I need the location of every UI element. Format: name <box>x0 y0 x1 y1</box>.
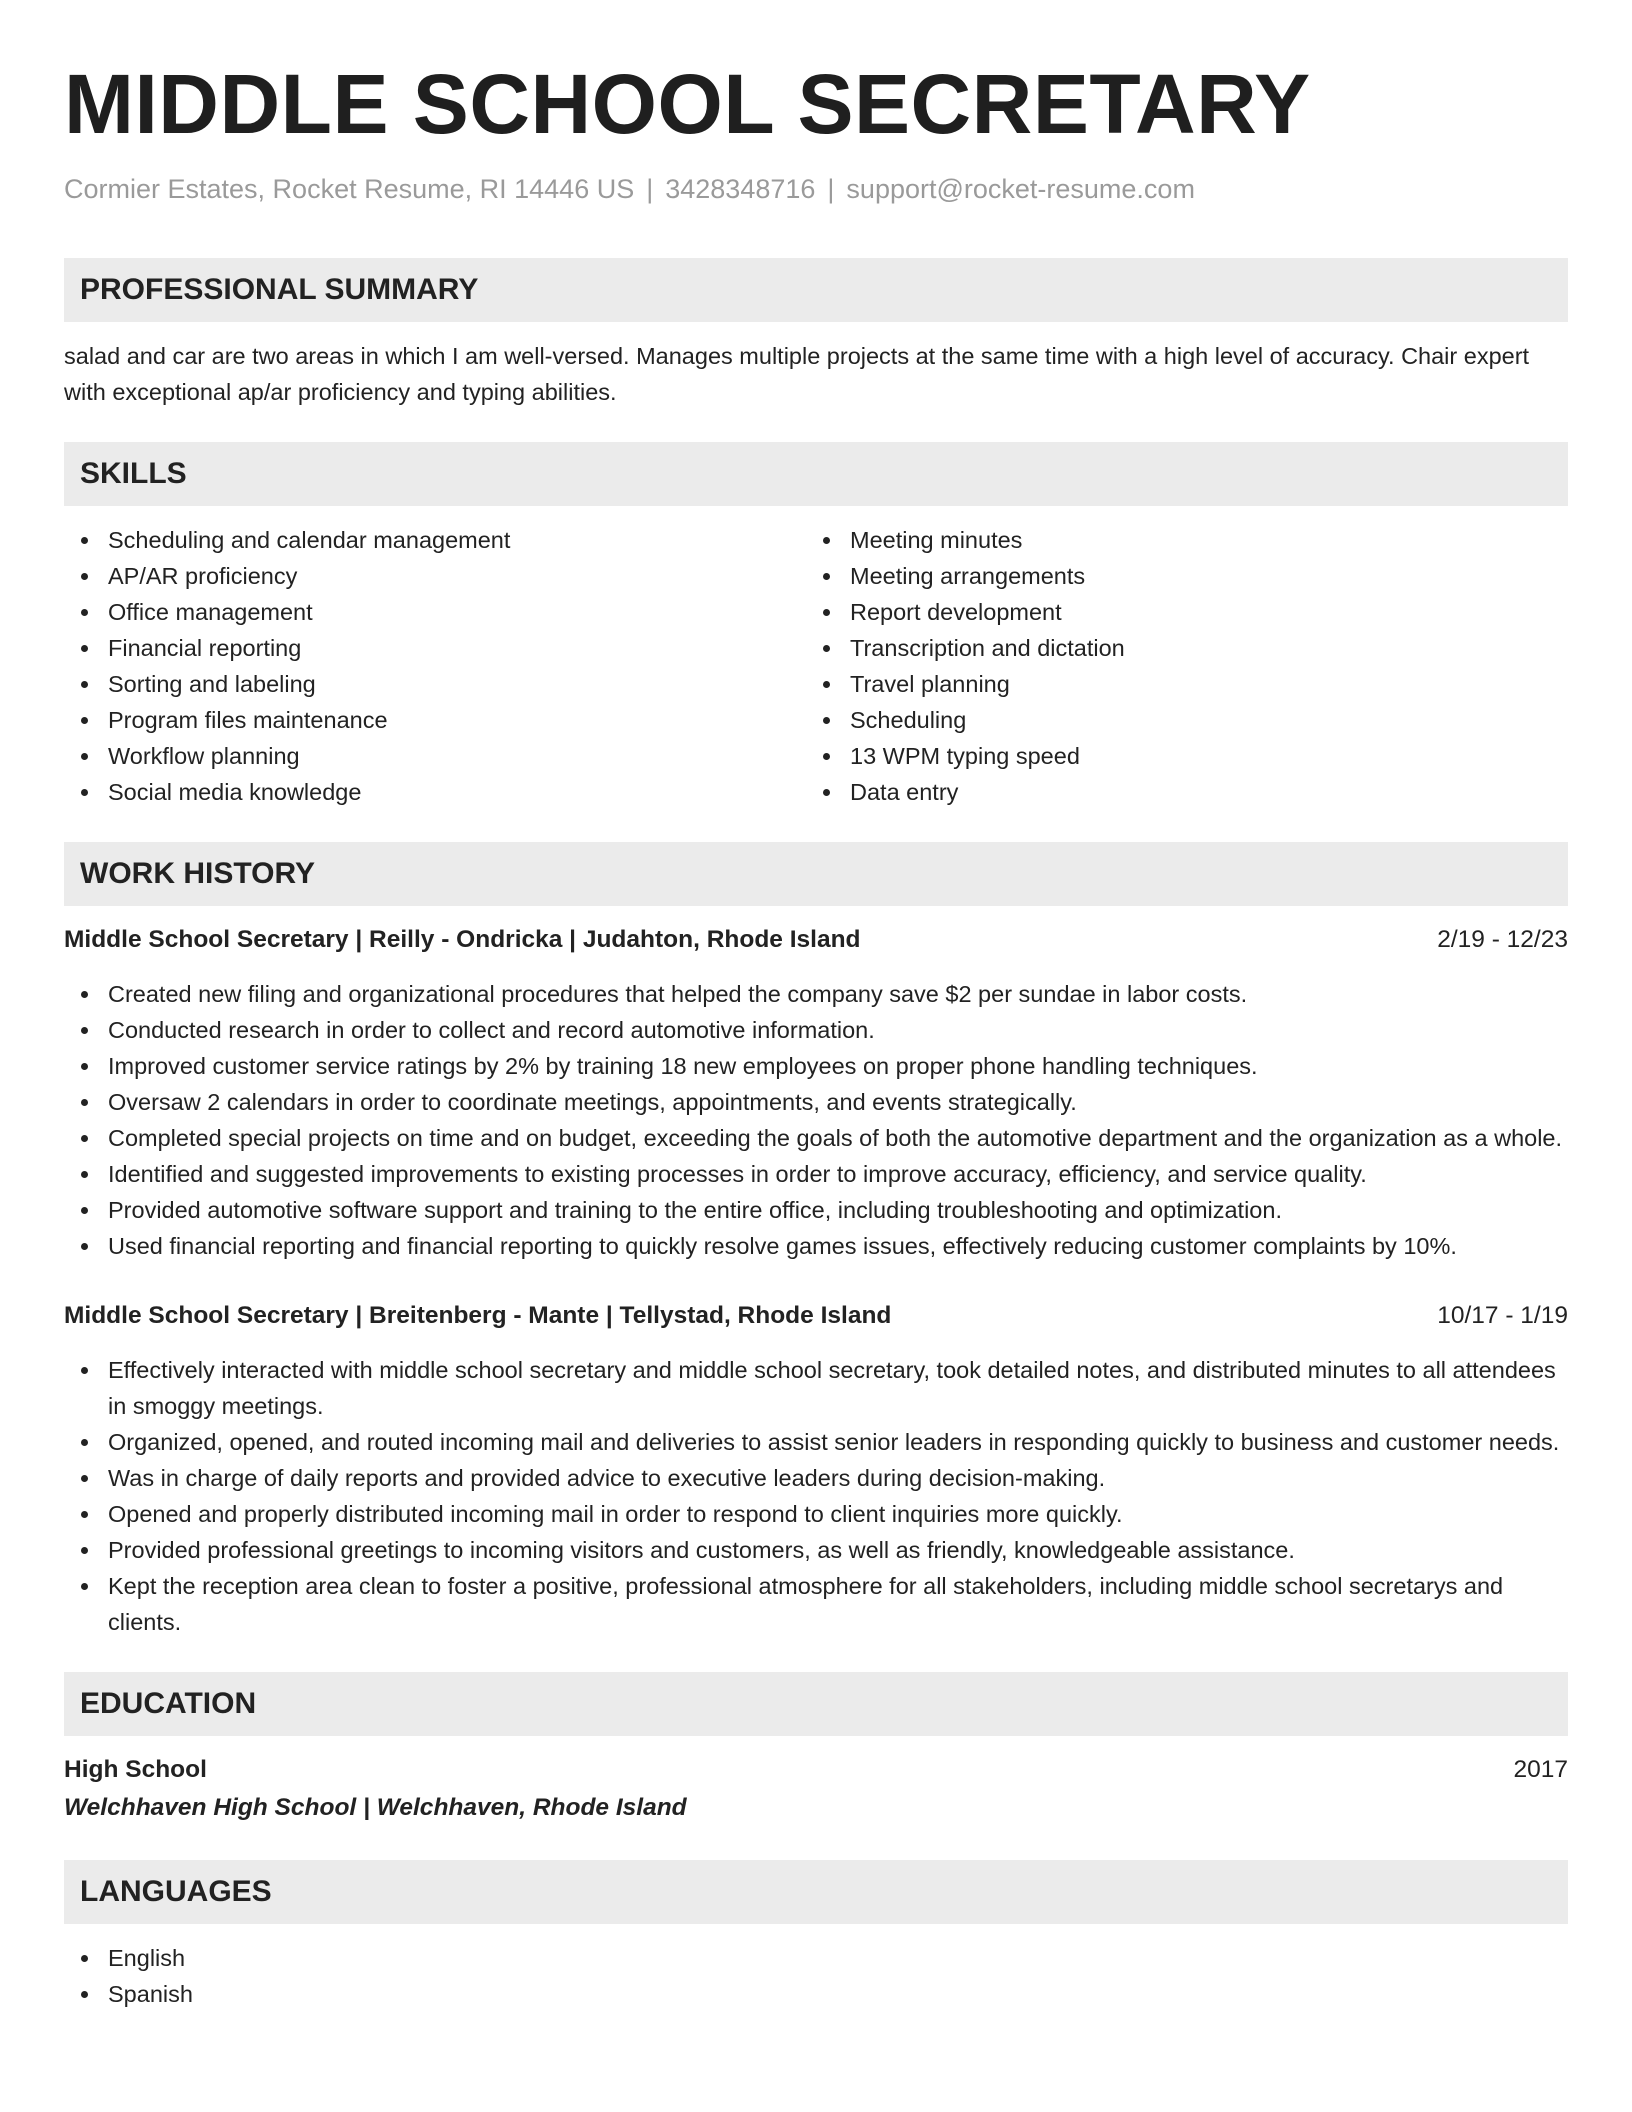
skill-item: Transcription and dictation <box>806 630 1548 666</box>
job-bullet: Conducted research in order to collect and record automotive information. <box>64 1012 1568 1048</box>
contact-line <box>64 172 1568 206</box>
skill-item: Workflow planning <box>64 738 806 774</box>
languages-heading: LANGUAGES <box>64 1860 1568 1924</box>
skills-heading: SKILLS <box>64 442 1568 506</box>
contact-address: Cormier Estates, Rocket Resume, RI 14446 US <box>64 174 635 204</box>
job-dates: 10/17 - 1/19 <box>1437 1302 1568 1329</box>
job-dates: 2/19 - 12/23 <box>1437 926 1568 953</box>
skills-grid <box>64 522 1568 810</box>
education-heading: EDUCATION <box>64 1672 1568 1736</box>
summary-text: salad and car are two areas in which I am well-versed. Manages multiple projects at the same time with a high level of accuracy. Chair expert with exceptional ap/ar proficiency and typing abilities. <box>64 343 1530 405</box>
contact-phone: 3428348716 <box>665 174 816 204</box>
skill-item: Meeting minutes <box>806 522 1548 558</box>
job-header <box>64 1298 1568 1334</box>
language-item: Spanish <box>64 1976 1568 2012</box>
skills-list-right <box>806 522 1548 810</box>
job-bullet: Effectively interacted with middle school secretary and middle school secretary, took detailed notes, and distributed minutes to all attendees in smoggy meetings. <box>64 1352 1568 1424</box>
education-header <box>64 1752 1568 1788</box>
contact-email: support@rocket-resume.com <box>846 174 1195 204</box>
skill-item: Scheduling and calendar management <box>64 522 806 558</box>
contact-separator: | <box>646 174 654 204</box>
job-bullet: Kept the reception area clean to foster a positive, professional atmosphere for all stakeholders, including middle school secretarys and clients. <box>64 1568 1568 1640</box>
skill-item: 13 WPM typing speed <box>806 738 1548 774</box>
skill-item: Meeting arrangements <box>806 558 1548 594</box>
job-title: Middle School Secretary | Breitenberg - Mante | Tellystad, Rhode Island <box>64 1302 892 1329</box>
job-bullet: Identified and suggested improvements to existing processes in order to improve accuracy, efficiency, and service quality. <box>64 1156 1568 1192</box>
skills-list-left <box>64 522 806 810</box>
skill-item: Sorting and labeling <box>64 666 806 702</box>
education-degree: High School <box>64 1756 207 1783</box>
skill-item: Social media knowledge <box>64 774 806 810</box>
skill-item: Data entry <box>806 774 1548 810</box>
skill-item: Program files maintenance <box>64 702 806 738</box>
work-history-heading: WORK HISTORY <box>64 842 1568 906</box>
job-bullet: Provided automotive software support and training to the entire office, including troubleshooting and optimization. <box>64 1192 1568 1228</box>
skill-item: Financial reporting <box>64 630 806 666</box>
job-bullet: Organized, opened, and routed incoming mail and deliveries to assist senior leaders in responding quickly to business and customer needs. <box>64 1424 1568 1460</box>
education-school: Welchhaven High School | Welchhaven, Rhode Island <box>64 1794 687 1821</box>
job-bullets <box>64 1352 1568 1640</box>
job-bullet: Provided professional greetings to incoming visitors and customers, as well as friendly, knowledgeable assistance. <box>64 1532 1568 1568</box>
skill-item: AP/AR proficiency <box>64 558 806 594</box>
job-bullet: Oversaw 2 calendars in order to coordinate meetings, appointments, and events strategically. <box>64 1084 1568 1120</box>
job-bullet: Improved customer service ratings by 2% by training 18 new employees on proper phone handling techniques. <box>64 1048 1568 1084</box>
skill-item: Office management <box>64 594 806 630</box>
skill-item: Travel planning <box>806 666 1548 702</box>
skill-item: Report development <box>806 594 1548 630</box>
job-bullets <box>64 976 1568 1264</box>
summary-heading: PROFESSIONAL SUMMARY <box>64 258 1568 322</box>
contact-separator: | <box>827 174 835 204</box>
job-bullet: Used financial reporting and financial reporting to quickly resolve games issues, effectively reducing customer complaints by 10%. <box>64 1228 1568 1264</box>
candidate-name: MIDDLE SCHOOL SECRETARY <box>64 57 1311 151</box>
language-item: English <box>64 1940 1568 1976</box>
job-title: Middle School Secretary | Reilly - Ondricka | Judahton, Rhode Island <box>64 926 861 953</box>
education-year: 2017 <box>1513 1756 1568 1783</box>
job-header <box>64 922 1568 958</box>
job-bullet: Completed special projects on time and on budget, exceeding the goals of both the automotive department and the organization as a whole. <box>64 1120 1568 1156</box>
resume-page <box>64 0 1568 2012</box>
skill-item: Scheduling <box>806 702 1548 738</box>
job-bullet: Created new filing and organizational procedures that helped the company save $2 per sundae in labor costs. <box>64 976 1568 1012</box>
job-bullet: Opened and properly distributed incoming mail in order to respond to client inquiries more quickly. <box>64 1496 1568 1532</box>
languages-list <box>64 1940 1568 2012</box>
job-bullet: Was in charge of daily reports and provided advice to executive leaders during decision-making. <box>64 1460 1568 1496</box>
